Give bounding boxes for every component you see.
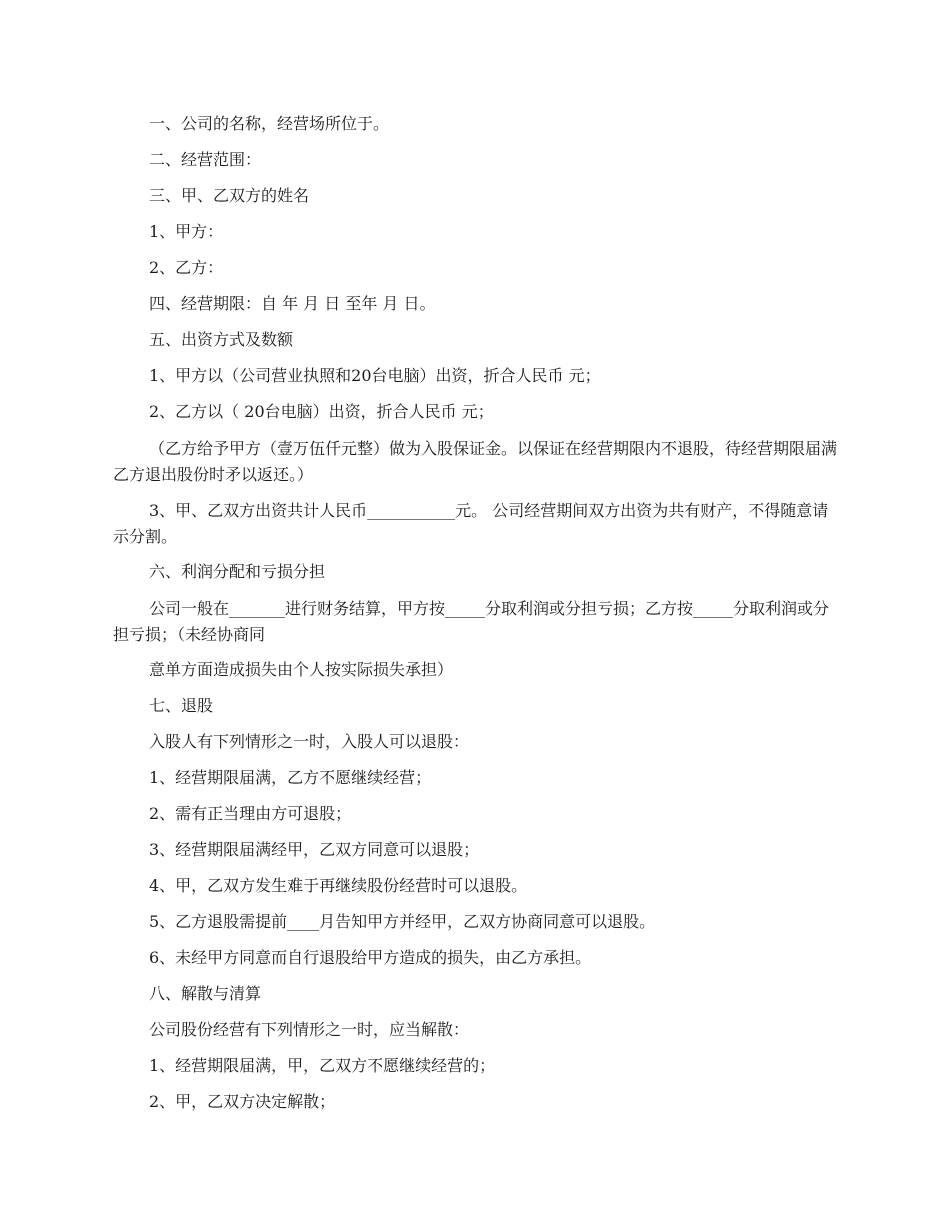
section-3-party-names: 三、甲、乙双方的姓名: [149, 186, 310, 205]
section-1-company-name: 一、公司的名称，经营场所位于。: [149, 114, 390, 133]
contribution-party-b: 2、乙方以（ 20台电脑）出资，折合人民币 元；: [149, 402, 494, 421]
withdrawal-item-6: 6、未经甲方同意而自行退股给甲方造成的损失，由乙方承担。: [149, 948, 592, 967]
section-6-profit-loss: 六、利润分配和亏损分担: [149, 562, 326, 581]
deposit-note: （乙方给予甲方（壹万伍仟元整）做为入股保证金。以保证在经营期限内不退股，待经营期限届满乙方退出股份时矛以返还。）: [113, 439, 838, 484]
withdrawal-intro: 入股人有下列情形之一时，入股人可以退股：: [149, 732, 470, 751]
party-a-line: 1、甲方：: [149, 222, 224, 241]
section-8-dissolution: 八、解散与清算: [149, 984, 262, 1003]
dissolution-item-2: 2、甲，乙双方决定解散；: [149, 1092, 336, 1111]
withdrawal-item-5: 5、乙方退股需提前____月告知甲方并经甲，乙双方协商同意可以退股。: [149, 912, 656, 931]
profit-distribution-continued: 意单方面造成损失由个人按实际损失承担）: [149, 660, 454, 679]
party-b-line: 2、乙方：: [149, 258, 224, 277]
dissolution-intro: 公司股份经营有下列情形之一时，应当解散：: [149, 1020, 470, 1039]
contribution-total: 3、甲、乙双方出资共计人民币___________元。 公司经营期间双方出资为共有财产，不得随意请示分割。: [113, 501, 829, 546]
withdrawal-item-4: 4、甲，乙双方发生难于再继续股份经营时可以退股。: [149, 876, 528, 895]
withdrawal-item-1: 1、经营期限届满，乙方不愿继续经营；: [149, 768, 432, 787]
contribution-party-a: 1、甲方以（公司营业执照和20台电脑）出资，折合人民币 元；: [149, 366, 601, 385]
section-7-withdrawal: 七、退股: [149, 696, 214, 715]
document-body: [113, 112, 840, 1126]
section-2-business-scope: 二、经营范围：: [149, 150, 262, 169]
section-5-contribution: 五、出资方式及数额: [149, 330, 294, 349]
section-4-term: 四、经营期限：自 年 月 日 至年 月 日。: [149, 294, 436, 313]
profit-distribution-clause: 公司一般在_______进行财务结算，甲方按_____分取利润或分担亏损；乙方按_____分取利润或分担亏损；（未经协商同: [113, 599, 830, 644]
withdrawal-item-3: 3、经营期限届满经甲，乙双方同意可以退股；: [149, 840, 480, 859]
dissolution-item-1: 1、经营期限届满，甲，乙双方不愿继续经营的；: [149, 1056, 496, 1075]
withdrawal-item-2: 2、需有正当理由方可退股；: [149, 804, 352, 823]
